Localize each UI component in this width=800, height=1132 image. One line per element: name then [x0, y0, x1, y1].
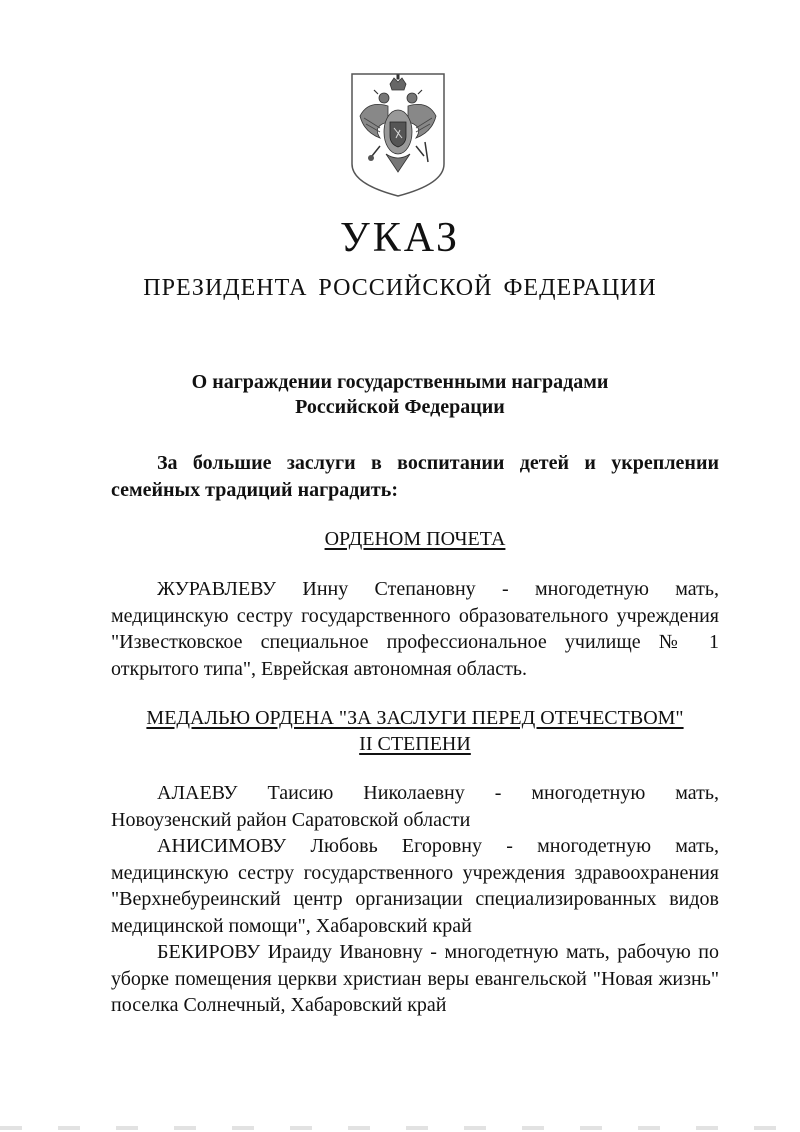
recipient-entry: [111, 833, 719, 939]
recipient-line: уборке помещения церкви христиан веры евангельской "Новая жизнь": [111, 967, 719, 990]
russian-coat-of-arms-icon: [350, 72, 446, 198]
preamble-line: семейных традиций наградить:: [111, 478, 398, 501]
award-title-order-of-honour: [0, 526, 800, 552]
award-title-line: ОРДЕНОМ ПОЧЕТА: [324, 528, 506, 550]
preamble: [111, 450, 719, 503]
recipient-entry: [111, 576, 719, 682]
recipient-line: "Известковское специальное профессиональное училище № 1: [111, 631, 719, 653]
recipient-line: поселка Солнечный, Хабаровский край: [111, 994, 447, 1016]
recipient-line: АЛАЕВУ Таисию Николаевну - многодетную мать,: [157, 782, 719, 804]
document-subtitle: ПРЕЗИДЕНТА РОССИЙСКОЙ ФЕДЕРАЦИИ: [143, 275, 657, 301]
recipient-line: БЕКИРОВУ Ираиду Ивановну - многодетную мать, рабочую по: [157, 941, 719, 963]
recipient-line: АНИСИМОВУ Любовь Егоровну - многодетную мать,: [157, 835, 719, 857]
recipient-line: "Верхнебуреинский центр организации специализированных видов: [111, 888, 719, 910]
recipient-entry: [111, 939, 719, 1019]
recipient-line: Новоузенский район Саратовской области: [111, 808, 471, 831]
decree-heading-line: О награждении государственными наградами: [191, 371, 609, 393]
recipient-entry: [111, 780, 719, 833]
recipient-line: медицинскую сестру государственного образовательного учреждения: [111, 604, 719, 627]
decree-heading: [0, 370, 800, 420]
scan-edge-artifact: [0, 1126, 800, 1130]
award-title-line: II СТЕПЕНИ: [359, 733, 471, 755]
recipient-line: открытого типа", Еврейская автономная область.: [111, 657, 527, 680]
award-title-line: МЕДАЛЬЮ ОРДЕНА "ЗА ЗАСЛУГИ ПЕРЕД ОТЕЧЕСТВОМ": [146, 707, 684, 729]
recipient-line: медицинскую сестру государственного учреждения здравоохранения: [111, 861, 719, 884]
award-title-medal-of-merit: [0, 705, 800, 757]
recipient-line: медицинской помощи", Хабаровский край: [111, 914, 472, 937]
document-title: УКАЗ: [339, 215, 461, 261]
recipient-line: ЖУРАВЛЕВУ Инну Степановну - многодетную мать,: [157, 578, 719, 600]
decree-heading-line: Российской Федерации: [295, 396, 505, 418]
preamble-line: За большие заслуги в воспитании детей и укреплении: [157, 452, 719, 474]
